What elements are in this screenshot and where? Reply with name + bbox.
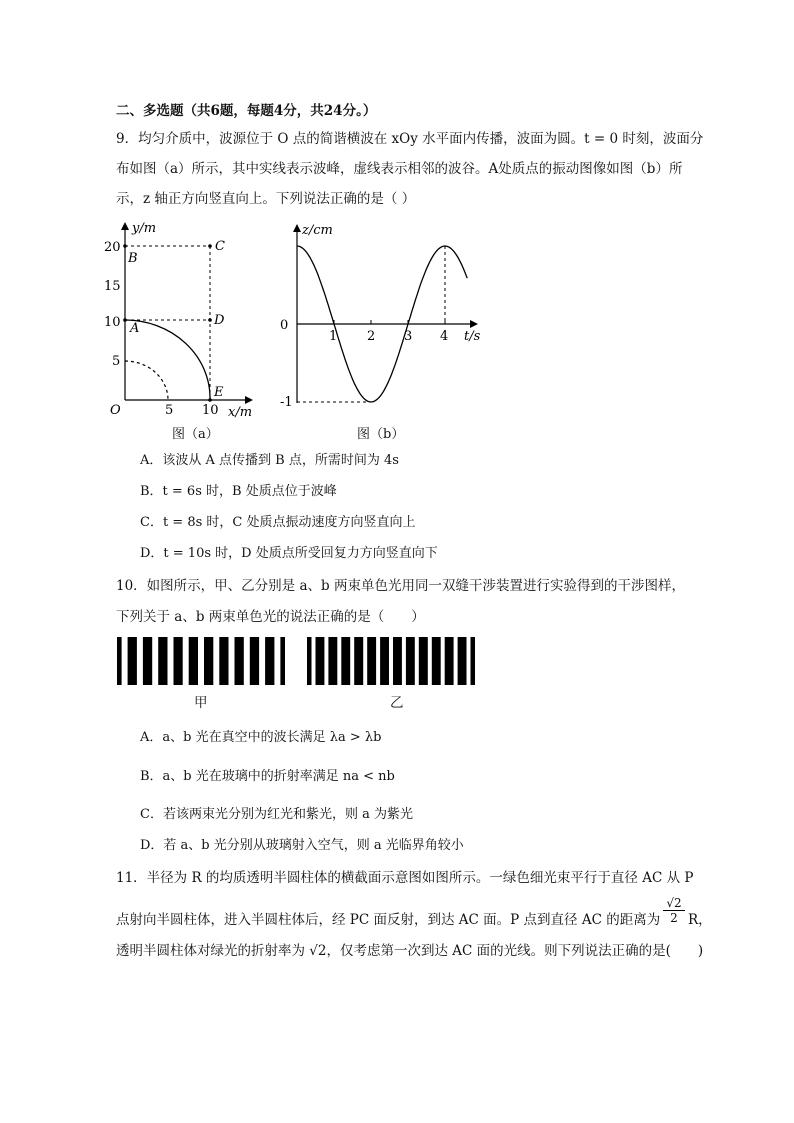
q11-stem-line3: 透明半圆柱体对绿光的折射率为 √2，仅考虑第一次到达 AC 面的光线。则下列说法正确的是( ) [116,943,704,959]
q11-stem-line1: 11．半径为 R 的均质透明半圆柱体的横截面示意图如图所示。一绿色细光束平行于直径 AC 从 P [116,870,694,886]
fig-a-ytick-15: 15 [104,279,121,294]
q11-fraction-numerator: √2 [663,896,685,911]
q9-stem-line2: 布如图（a）所示，其中实线表示波峰，虚线表示相邻的波谷。A处质点的振动图像如图（b）所 [116,161,683,177]
q9-option-a: A．该波从 A 点传播到 B 点，所需时间为 4s [140,453,399,468]
fig-a-origin: O [110,403,121,418]
fig-a-point-a: A [130,321,140,336]
pattern-yi-bright-fringe [415,637,419,685]
fig-b-caption: 图（b） [357,427,405,442]
q9-stem-line1: 9．均匀介质中，波源位于 O 点的简谐横波在 xOy 水平面内传播，波面为圆。t = 0 时刻，波面分 [116,131,704,147]
fig-a-point-b: B [128,251,138,266]
fig-a-ytick-5: 5 [112,354,121,369]
pattern-jia-bright-fringe [122,637,128,685]
fig-a-ytick-10: 10 [104,315,121,330]
pattern-jia-bright-fringe [213,637,219,685]
q9-option-d: D．t = 10s 时，D 处质点所受回复力方向竖直向下 [140,546,438,561]
pattern-yi-bright-fringe [454,637,458,685]
pattern-jia-bright-fringe [274,637,280,685]
q11-stem-line2: 点射向半圆柱体，进入半圆柱体后，经 PC 面反射，到达 AC 面。P 点到直径 AC 的距离为 [116,912,661,928]
pattern-label-yi: 乙 [390,695,404,711]
q10-option-a: A．a、b 光在真空中的波长满足 λa > λb [140,730,382,745]
q10-stem-line2: 下列关于 a、b 两束单色光的说法正确的是（ ） [116,609,425,625]
pattern-jia-bright-fringe [229,637,235,685]
pattern-yi-bright-fringe [312,637,316,685]
fig-b-ttick-4: 4 [440,329,449,344]
pattern-yi-bright-fringe [324,637,328,685]
pattern-label-jia: 甲 [194,695,208,711]
pattern-yi-bright-fringe [337,637,341,685]
pattern-jia-bright-fringe [152,637,158,685]
pattern-jia-bright-fringe [198,637,204,685]
pattern-jia-bright-fringe [183,637,189,685]
q9-option-b: B．t = 6s 时，B 处质点位于波峰 [140,484,337,499]
pattern-yi-bright-fringe [402,637,406,685]
q11-fraction [663,896,685,925]
interference-pattern-yi [307,637,475,685]
fig-a-ytick-20: 20 [104,240,121,255]
pattern-yi-bright-fringe [389,637,393,685]
pattern-yi-bright-fringe [428,637,432,685]
q9-option-c: C．t = 8s 时，C 处质点振动速度方向竖直向上 [140,515,416,530]
pattern-yi-bright-fringe [363,637,367,685]
pattern-yi-bright-fringe [441,637,445,685]
pattern-jia-bright-fringe [168,637,174,685]
q10-option-c: C．若该两束光分别为红光和紫光，则 a 为紫光 [140,807,413,822]
figure-a [104,220,270,420]
figure-b [280,220,490,420]
fig-b-ttick-3: 3 [404,329,413,344]
fig-b-neg-one: -1 [280,395,293,410]
pattern-yi-bright-fringe [467,637,471,685]
fig-b-ttick-1: 1 [329,329,338,344]
fig-a-caption: 图（a） [172,427,219,442]
pattern-jia-bright-fringe [244,637,250,685]
pattern-yi-bright-fringe [376,637,380,685]
pattern-jia-bright-fringe [137,637,143,685]
section-title: 二、多选题（共6题，每题4分，共24分。） [116,103,377,119]
q10-stem-line1: 10．如图所示，甲、乙分别是 a、b 两束单色光用同一双缝干涉装置进行实验得到的干涉图样， [116,578,685,594]
pattern-jia-bright-fringe [259,637,265,685]
fig-a-point-d: D [214,313,225,328]
fig-b-x-axis-label: t/s [464,329,481,344]
fig-a-point-e: E [214,385,224,400]
fig-b-ttick-2: 2 [367,329,376,344]
fig-b-y-axis-label: z/cm [302,223,333,238]
q9-stem-line3: 示，z 轴正方向竖直向上。下列说法正确的是（ ） [116,191,416,207]
q10-option-d: D．若 a、b 光分别从玻璃射入空气，则 a 光临界角较小 [140,838,464,853]
fig-a-x-axis-label: x/m [228,405,253,420]
q11-fraction-tail: R， [688,912,712,928]
q11-fraction-denominator: 2 [670,911,678,925]
q10-option-b: B．a、b 光在玻璃中的折射率满足 na < nb [140,769,395,784]
interference-pattern-jia [117,637,285,685]
pattern-yi-bright-fringe [350,637,354,685]
fig-a-xtick-5: 5 [165,403,174,418]
fig-a-xtick-10: 10 [202,403,219,418]
fig-a-point-c: C [215,239,225,254]
fig-a-y-axis-label: y/m [132,221,157,236]
fig-b-zero: 0 [280,318,289,333]
